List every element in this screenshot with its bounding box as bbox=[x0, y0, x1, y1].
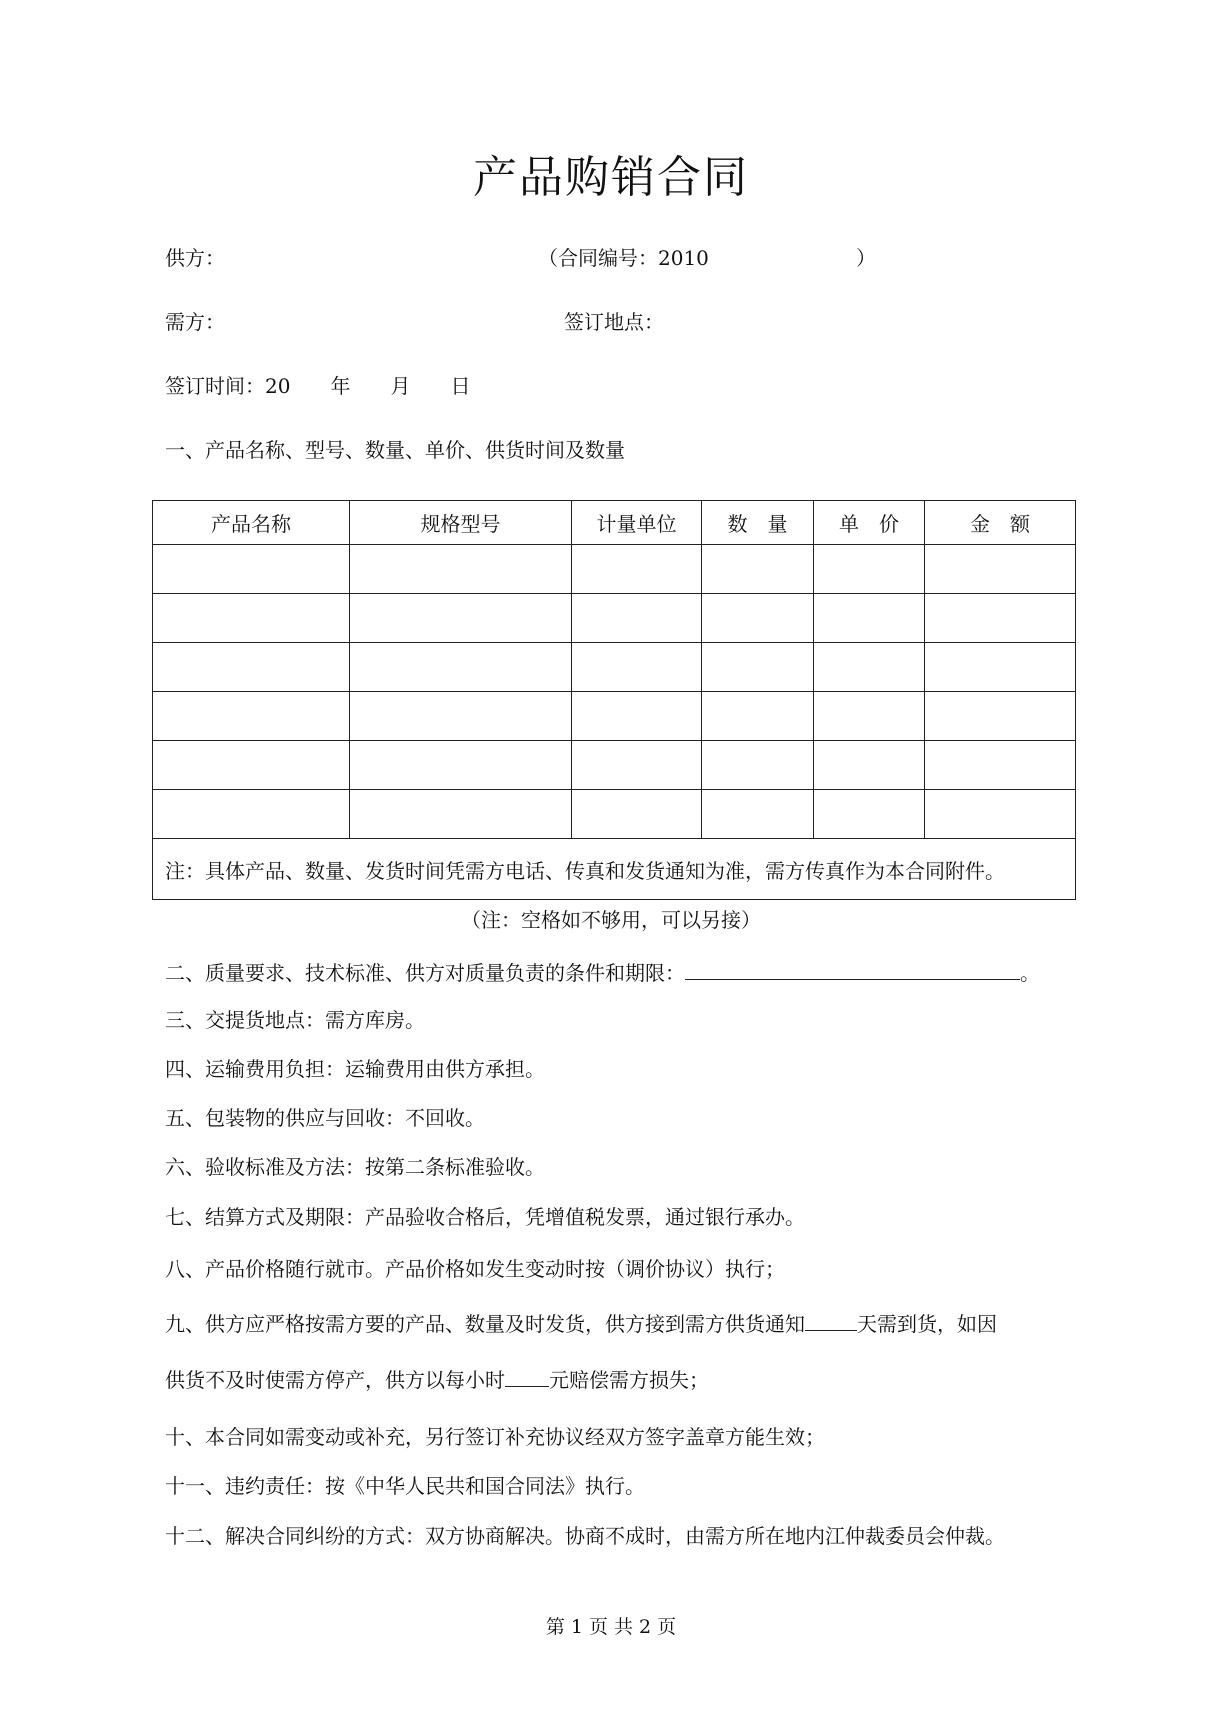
section1-heading: 一、产品名称、型号、数量、单价、供货时间及数量 bbox=[165, 438, 625, 462]
clause-8: 八、产品价格随行就市。产品价格如发生变动时按（调价协议）执行； bbox=[165, 1257, 785, 1281]
table-cell[interactable] bbox=[572, 545, 702, 594]
table-note-row bbox=[153, 839, 1076, 900]
table-cell[interactable] bbox=[572, 643, 702, 692]
table-cell[interactable] bbox=[925, 692, 1076, 741]
table-cell[interactable] bbox=[572, 790, 702, 839]
table-cell[interactable] bbox=[925, 594, 1076, 643]
table-cell[interactable] bbox=[814, 692, 925, 741]
clause-12: 十二、解决合同纠纷的方式：双方协商解决。协商不成时，由需方所在地内江仲裁委员会仲裁。 bbox=[165, 1524, 1005, 1548]
table-cell[interactable] bbox=[925, 545, 1076, 594]
clause-3: 三、交提货地点：需方库房。 bbox=[165, 1008, 425, 1032]
table-row bbox=[153, 545, 1076, 594]
page-footer: 第 1 页 共 2 页 bbox=[545, 1616, 677, 1638]
table-row bbox=[153, 594, 1076, 643]
document-title: 产品购销合同 bbox=[473, 152, 749, 203]
table-cell[interactable] bbox=[814, 741, 925, 790]
table-cell[interactable] bbox=[702, 643, 814, 692]
table-note: 注：具体产品、数量、发货时间凭需方电话、传真和发货通知为准，需方传真作为本合同附件。 bbox=[153, 839, 1076, 900]
table-row bbox=[153, 692, 1076, 741]
table-cell[interactable] bbox=[350, 692, 572, 741]
table-cell[interactable] bbox=[350, 594, 572, 643]
clause-2-blank[interactable] bbox=[685, 959, 1020, 980]
table-cell[interactable] bbox=[702, 741, 814, 790]
table-cell[interactable] bbox=[702, 790, 814, 839]
clause-6: 六、验收标准及方法：按第二条标准验收。 bbox=[165, 1155, 545, 1179]
table-cell[interactable] bbox=[925, 790, 1076, 839]
table-cell[interactable] bbox=[572, 594, 702, 643]
column-header: 数 量 bbox=[702, 501, 814, 545]
clause-9-line-2 bbox=[165, 1366, 709, 1394]
table-cell[interactable] bbox=[350, 741, 572, 790]
table-cell[interactable] bbox=[572, 692, 702, 741]
supplier-label: 供方： bbox=[165, 246, 225, 270]
clause-9-text-c: 供货不及时使需方停产，供方以每小时 bbox=[165, 1368, 505, 1392]
clause-5: 五、包装物的供应与回收：不回收。 bbox=[165, 1106, 485, 1130]
table-cell[interactable] bbox=[572, 741, 702, 790]
clause-4: 四、运输费用负担：运输费用由供方承担。 bbox=[165, 1057, 545, 1081]
table-cell[interactable] bbox=[702, 545, 814, 594]
table-cell[interactable] bbox=[702, 594, 814, 643]
table-cell[interactable] bbox=[350, 790, 572, 839]
table-row bbox=[153, 741, 1076, 790]
column-header: 计量单位 bbox=[572, 501, 702, 545]
clause-9-days-blank[interactable] bbox=[805, 1310, 857, 1331]
table-cell[interactable] bbox=[153, 545, 350, 594]
table-footnote: （注：空格如不够用，可以另接） bbox=[461, 908, 761, 932]
table-cell[interactable] bbox=[153, 790, 350, 839]
table-cell[interactable] bbox=[153, 741, 350, 790]
product-table bbox=[152, 500, 1076, 900]
buyer-label: 需方： bbox=[165, 310, 225, 334]
clause-9-line-1 bbox=[165, 1310, 997, 1338]
table-header-row bbox=[153, 501, 1076, 545]
table-cell[interactable] bbox=[925, 643, 1076, 692]
column-header: 单 价 bbox=[814, 501, 925, 545]
clause-2-end: 。 bbox=[1020, 961, 1040, 985]
table-cell[interactable] bbox=[814, 643, 925, 692]
column-header: 规格型号 bbox=[350, 501, 572, 545]
column-header: 产品名称 bbox=[153, 501, 350, 545]
table-cell[interactable] bbox=[814, 545, 925, 594]
clause-2-text: 二、质量要求、技术标准、供方对质量负责的条件和期限： bbox=[165, 961, 685, 985]
clause-2 bbox=[165, 959, 1040, 987]
clause-10: 十、本合同如需变动或补充，另行签订补充协议经双方签字盖章方能生效； bbox=[165, 1425, 825, 1449]
table-cell[interactable] bbox=[153, 594, 350, 643]
column-header: 金 额 bbox=[925, 501, 1076, 545]
clause-9-amount-blank[interactable] bbox=[505, 1366, 549, 1387]
sign-time: 签订时间：20 年 月 日 bbox=[165, 374, 471, 398]
table-row bbox=[153, 643, 1076, 692]
table-cell[interactable] bbox=[814, 790, 925, 839]
contract-number-close: ） bbox=[856, 246, 876, 270]
table-cell[interactable] bbox=[350, 545, 572, 594]
table-cell[interactable] bbox=[350, 643, 572, 692]
table-cell[interactable] bbox=[153, 643, 350, 692]
sign-place-label: 签订地点： bbox=[564, 310, 664, 334]
table-cell[interactable] bbox=[153, 692, 350, 741]
clause-11: 十一、违约责任：按《中华人民共和国合同法》执行。 bbox=[165, 1474, 645, 1498]
clause-7: 七、结算方式及期限：产品验收合格后，凭增值税发票，通过银行承办。 bbox=[165, 1205, 805, 1229]
clause-9-text-b: 天需到货，如因 bbox=[857, 1312, 997, 1336]
contract-number: （合同编号：2010 bbox=[538, 246, 709, 270]
clause-9-text-a: 九、供方应严格按需方要的产品、数量及时发货，供方接到需方供货通知 bbox=[165, 1312, 805, 1336]
table-cell[interactable] bbox=[702, 692, 814, 741]
table-cell[interactable] bbox=[925, 741, 1076, 790]
table-row bbox=[153, 790, 1076, 839]
clause-9-text-d: 元赔偿需方损失； bbox=[549, 1368, 709, 1392]
table-cell[interactable] bbox=[814, 594, 925, 643]
